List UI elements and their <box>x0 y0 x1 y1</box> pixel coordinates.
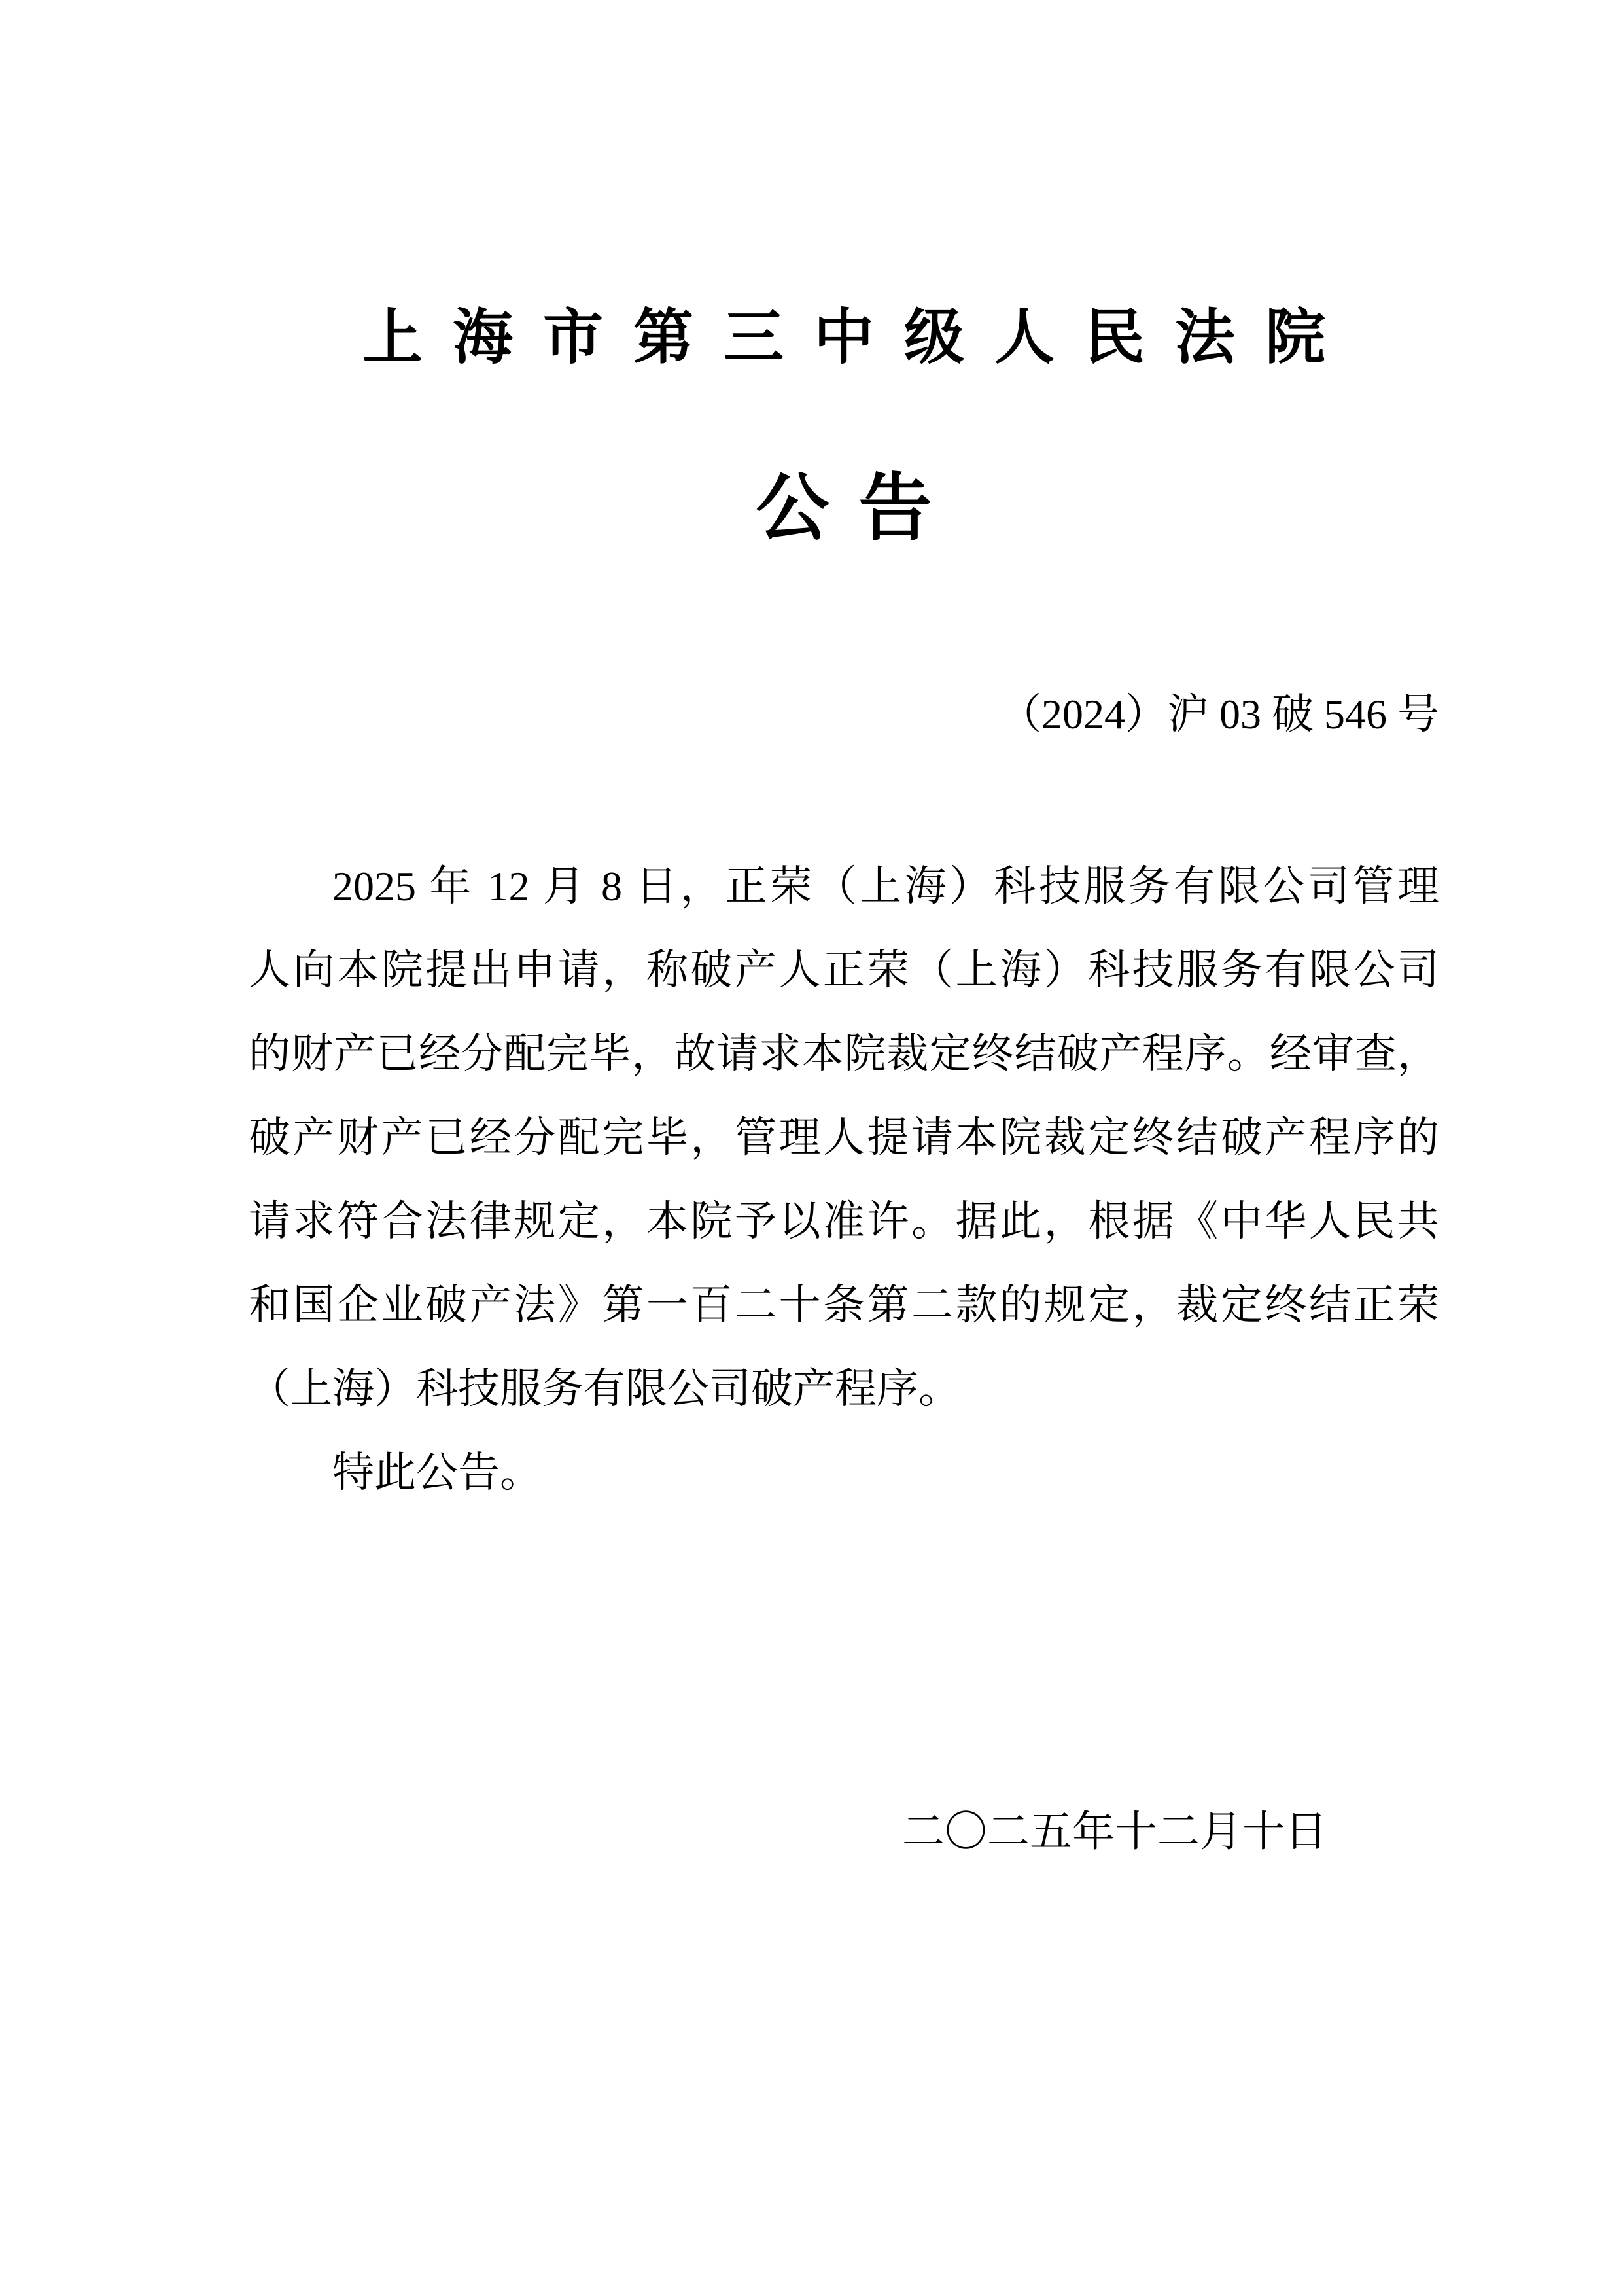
body-line-6: 和国企业破产法》第一百二十条第二款的规定，裁定终结正荣 <box>249 1282 1439 1328</box>
case-number: （2024）沪 03 破 546 号 <box>1000 691 1439 737</box>
issue-date: 二〇二五年十二月十日 <box>901 1809 1327 1856</box>
body-line-4: 破产财产已经分配完毕，管理人提请本院裁定终结破产程序的 <box>249 1114 1439 1161</box>
court-name-title: 上海市第三中级人民法院 <box>362 304 1355 371</box>
body-line-7: （上海）科技服务有限公司破产程序。 <box>249 1366 960 1412</box>
announcement-body <box>249 845 1439 1515</box>
closing-line: 特此公告。 <box>332 1449 542 1496</box>
body-line-2: 人向本院提出申请，称破产人正荣（上海）科技服务有限公司 <box>249 947 1439 993</box>
content-area <box>249 0 1439 1874</box>
body-line-3: 的财产已经分配完毕，故请求本院裁定终结破产程序。经审查， <box>249 1031 1439 1077</box>
body-line-5: 请求符合法律规定，本院予以准许。据此，根据《中华人民共 <box>249 1198 1439 1245</box>
body-line-1: 2025 年 12 月 8 日，正荣（上海）科技服务有限公司管理 <box>332 863 1439 910</box>
announcement-title: 公告 <box>756 468 962 550</box>
